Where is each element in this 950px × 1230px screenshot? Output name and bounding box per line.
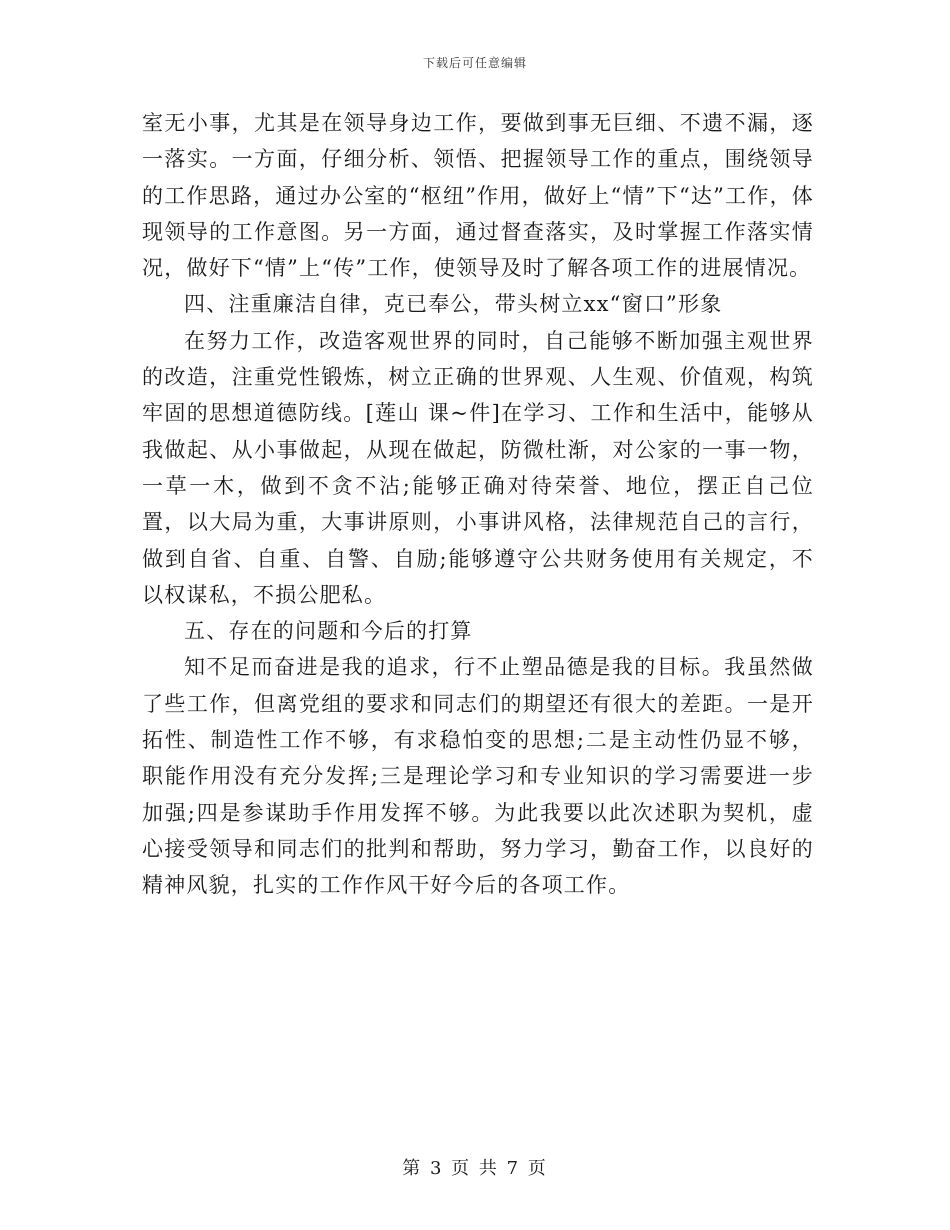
page-header: 下载后可任意编辑 [422,56,527,70]
body-paragraph: 知不足而奋进是我的追求，行不止塑品德是我的目标。我虽然做了些工作，但离党组的要求和同志们的期望还有很大的差距。一是开拓性、制造性工作不够，有求稳怕变的思想;二是主动性仍显不够，职能作用没有充分发挥;三是理论学习和专业知识的学习需要进一步加强;四是参谋助手作用发挥不够。为此我要以此次述职为契机，虚心接受领导和同志们的批判和帮助，努力学习，勤奋工作，以良好的精神风貌，扎实的工作作风干好今后的各项工作。 [142,655,814,898]
section-heading: 五、存在的问题和今后的打算 [184,619,473,644]
page-number: 第 3 页 共 7 页 [402,1158,548,1179]
document-body [142,105,814,904]
body-paragraph: 室无小事，尤其是在领导身边工作，要做到事无巨细、不遗不漏，逐一落实。一方面，仔细分析、领悟、把握领导工作的重点，围绕领导的工作思路，通过办公室的“枢纽”作用，做好上“情”下“达”工作，体现领导的工作意图。另一方面，通过督查落实，及时掌握工作落实情况，做好下“情”上“传”工作，使领导及时了解各项工作的进展情况。 [142,111,814,281]
section-heading: 四、注重廉洁自律，克已奉公，带头树立xx“窗口”形象 [184,292,723,317]
body-paragraph: 在努力工作，改造客观世界的同时，自己能够不断加强主观世界的改造，注重党性锻炼，树立正确的世界观、人生观、价值观，构筑牢固的思想道德防线。[莲山 课~件]在学习、工作和生活中，能够从我做起、从小事做起，从现在做起，防微杜渐，对公家的一事一物，一草一木，做到不贪不沾;能够正确对待荣誉、地位，摆正自己位置，以大局为重，大事讲原则，小事讲风格，法律规范自己的言行，做到自省、自重、自警、自励;能够遵守公共财务使用有关规定，不以权谋私，不损公肥私。 [142,328,814,607]
